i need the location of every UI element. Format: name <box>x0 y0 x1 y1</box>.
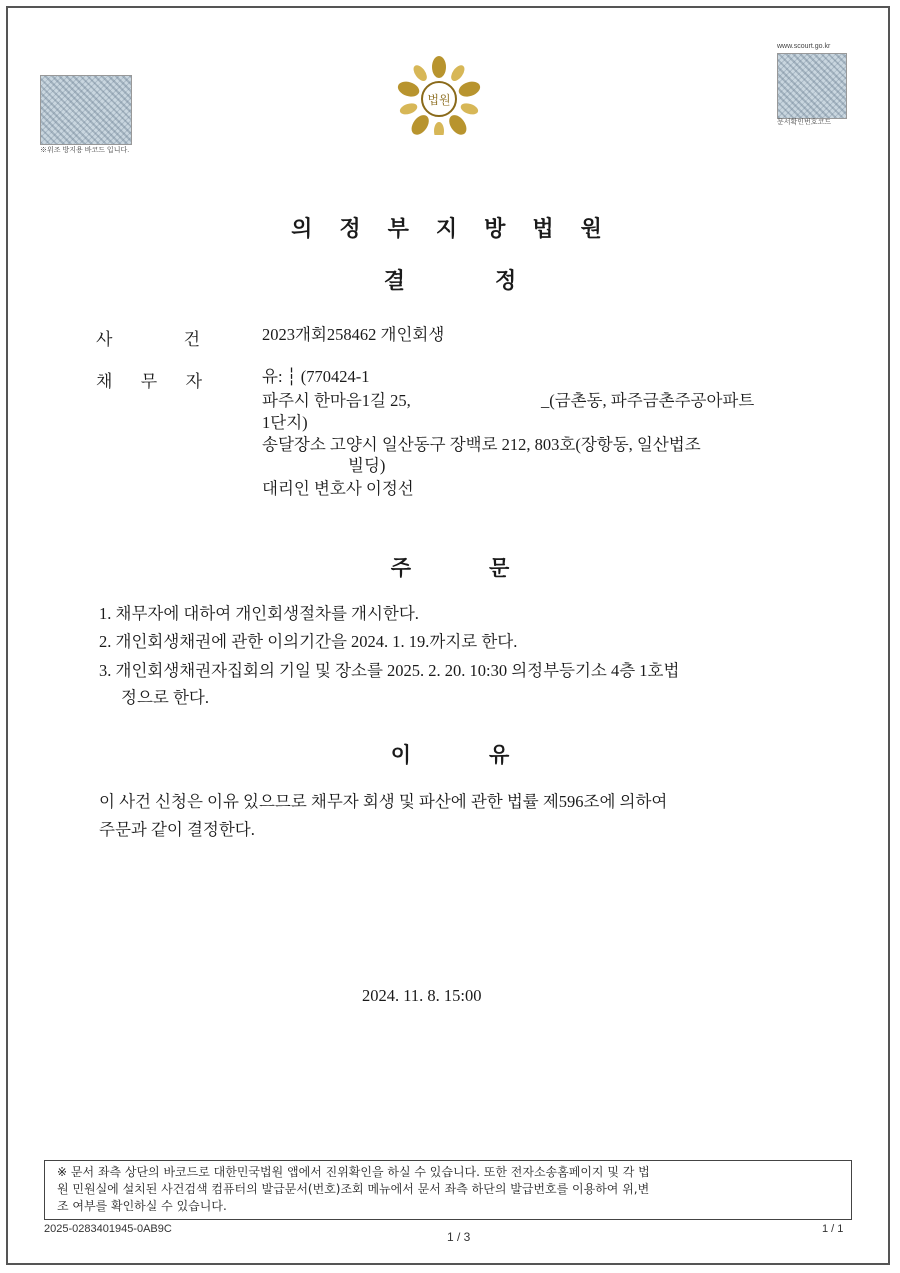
debtor-name: 유: ┆ (770424-1 <box>262 367 370 386</box>
service-address: 송달장소 고양시 일산동구 장백로 212, 803호(장항동, 일산법조 <box>262 435 701 454</box>
debtor-address-cont: 1단지) <box>262 413 308 432</box>
reason-text-line1: 이 사건 신청은 이유 있으므로 채무자 회생 및 파산에 관한 법률 제596조에 의하여 <box>99 792 668 811</box>
court-emblem-icon <box>396 55 482 135</box>
order-section-title: 주문 <box>390 556 588 580</box>
barcode-left-caption: ※위조 방지용 바코드 입니다. <box>40 147 130 154</box>
notice-line: ※ 문서 좌측 상단의 바코드로 대한민국법원 앱에서 진위확인을 하실 수 있습니다. 또한 전자소송홈페이지 및 각 법 <box>57 1165 650 1179</box>
barcode-right-caption: 문서확인번호코드 <box>777 119 832 126</box>
notice-line: 원 민원실에 설치된 사건검색 컴퓨터의 발급문서(번호)조회 메뉴에서 문서 좌측 하단의 발급번호를 이용하여 위,변 <box>57 1182 650 1196</box>
debtor-label <box>96 367 202 392</box>
order-item-3-cont: 정으로 한다. <box>121 688 209 707</box>
court-name: 의정부지방법원 <box>291 217 629 242</box>
page-indicator-center: 1 / 3 <box>447 1230 471 1244</box>
debtor-label-char: 자 <box>185 372 202 391</box>
debtor-label-char: 채 <box>96 372 113 391</box>
order-item-3: 3. 개인회생채권자집회의 기일 및 장소를 2025. 2. 20. 10:30 의정부등기소 4층 1호법 <box>99 661 680 680</box>
reason-section-title: 이유 <box>390 743 588 767</box>
case-label-char: 건 <box>183 330 200 349</box>
case-label <box>96 325 200 350</box>
reason-text-line2: 주문과 같이 결정한다. <box>99 820 255 839</box>
debtor-label-char: 무 <box>140 372 158 391</box>
authentication-barcode-right <box>777 53 847 119</box>
page-indicator-right: 1 / 1 <box>822 1223 844 1235</box>
case-number: 2023개회258462 개인회생 <box>262 325 445 344</box>
authentication-barcode-left <box>40 75 132 145</box>
debtor-address-part1: 파주시 한마음1길 25, <box>262 391 411 410</box>
document-title: 결정 <box>383 269 607 294</box>
emblem-label: 법원 <box>427 93 451 107</box>
service-address-cont: 빌딩) <box>348 456 386 475</box>
case-label-char: 사 <box>96 330 113 349</box>
decision-date: 2024. 11. 8. 15:00 <box>362 986 482 1005</box>
order-item-2: 2. 개인회생채권에 관한 이의기간을 2024. 1. 19.까지로 한다. <box>99 632 518 651</box>
authenticity-notice <box>44 1160 852 1220</box>
issue-number: 2025-0283401945-0AB9C <box>44 1223 172 1235</box>
debtor-address-part2: _(금촌동, 파주금촌주공아파트 <box>541 391 755 410</box>
barcode-right-url: www.scourt.go.kr <box>777 43 831 50</box>
order-item-1: 1. 채무자에 대하여 개인회생절차를 개시한다. <box>99 604 419 623</box>
debtor-agent: 대리인 변호사 이정선 <box>262 479 414 498</box>
notice-line: 조 여부를 확인하실 수 있습니다. <box>57 1199 227 1213</box>
